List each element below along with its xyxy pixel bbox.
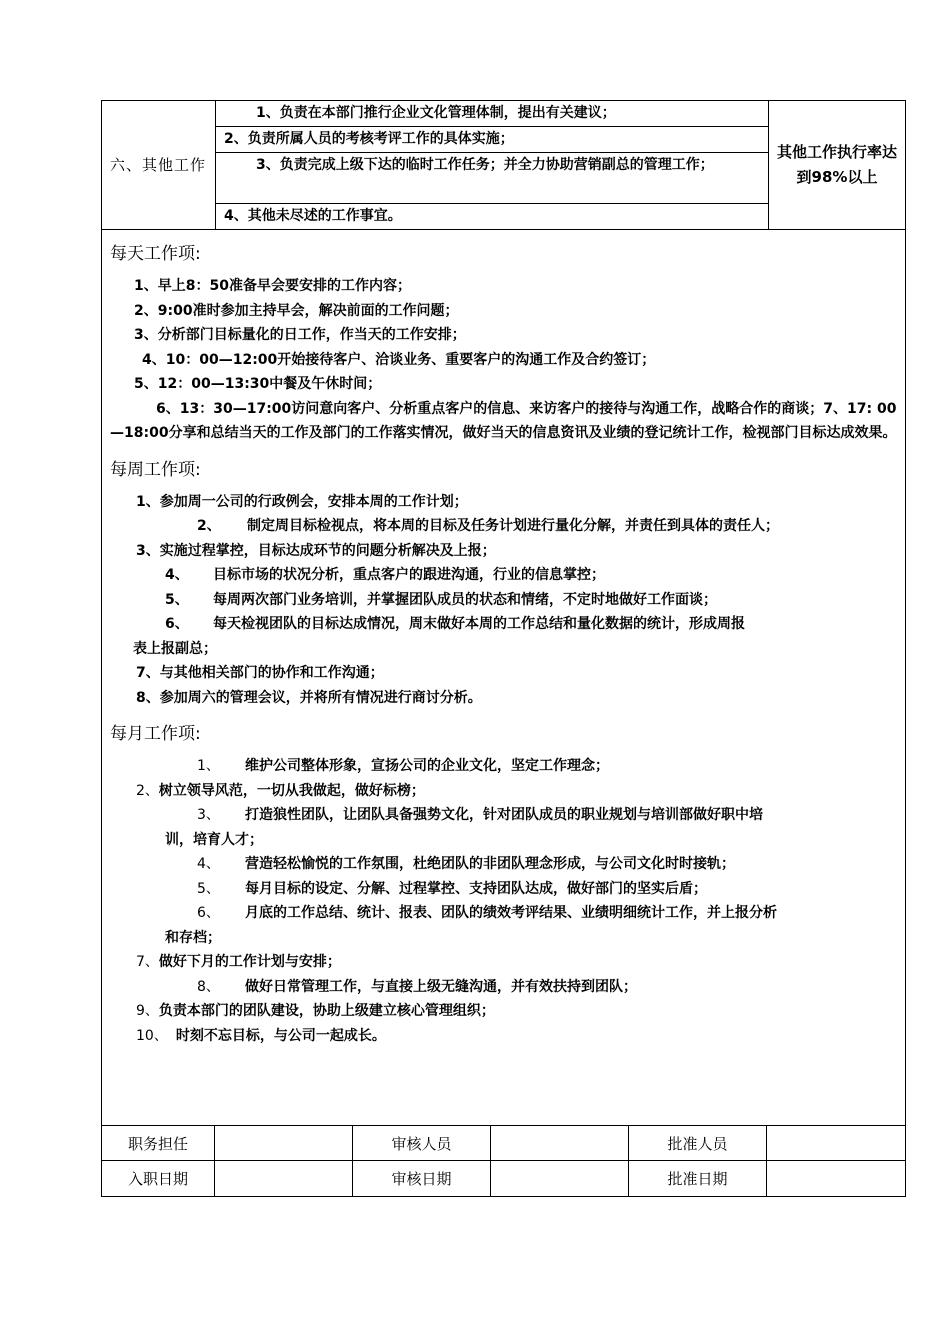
section-six-items bbox=[216, 101, 769, 229]
weekly-list bbox=[110, 490, 897, 711]
daily-item-6: 6、13：30—17:00访问意向客户、分析重点客户的信息、来访客户的接待与沟通工作，战略合作的商谈；7、17: 00—18:00分享和总结当天的工作及部门的工作落实情况，做好当天的信息资讯及业绩的登记统计工作，检视部门目标达成效果。 bbox=[110, 400, 897, 441]
label-review-date: 审核日期 bbox=[353, 1161, 491, 1196]
weekly-item-1: 1、参加周一公司的行政例会，安排本周的工作计划； bbox=[136, 493, 468, 510]
section-six-item-1: 1、负责在本部门推行企业文化管理体制，提出有关建议； bbox=[216, 101, 768, 127]
position-field[interactable] bbox=[215, 1126, 353, 1161]
section-six-item-3: 3、负责完成上级下达的临时工作任务；并全力协助营销副总的管理工作； bbox=[216, 153, 768, 204]
weekly-heading: 每周工作项: bbox=[110, 459, 201, 480]
review-date-field[interactable] bbox=[491, 1161, 629, 1196]
daily-list bbox=[110, 274, 897, 446]
section-six-item-4: 4、其他未尽述的工作事宜。 bbox=[224, 208, 402, 224]
section-six-label: 六、其他工作 bbox=[102, 101, 216, 229]
monthly-heading: 每月工作项: bbox=[110, 724, 201, 744]
document-table bbox=[101, 100, 906, 1197]
monthly-item-10: 10、 时刻不忘目标，与公司一起成长。 bbox=[136, 1027, 386, 1044]
monthly-item-5: 5、 每月目标的设定、分解、过程掌控、支持团队达成，做好部门的坚实后盾； bbox=[197, 880, 707, 897]
weekly-item-7: 7、与其他相关部门的协作和工作沟通； bbox=[136, 665, 384, 681]
daily-item-3: 3、分析部门目标量化的日工作，作当天的工作安排； bbox=[134, 327, 466, 343]
weekly-item-4: 4、 目标市场的状况分析，重点客户的跟进沟通，行业的信息掌控； bbox=[165, 567, 605, 583]
approval-date-field[interactable] bbox=[767, 1161, 905, 1196]
work-items-cell bbox=[102, 230, 905, 1126]
monthly-item-6: 6、 月底的工作总结、统计、报表、团队的绩效考评结果、业绩明细统计工作，并上报分析 和存档； bbox=[165, 905, 777, 946]
daily-item-5: 5、12：00—13:30中餐及午休时间； bbox=[134, 376, 382, 392]
entry-date-field[interactable] bbox=[215, 1161, 353, 1196]
monthly-item-1: 1、 维护公司整体形象，宣扬公司的企业文化，坚定工作理念； bbox=[197, 758, 609, 774]
approver-field[interactable] bbox=[767, 1126, 905, 1161]
daily-item-4: 4、10：00—12:00开始接待客户、洽谈业务、重要客户的沟通工作及合约签订； bbox=[142, 351, 656, 368]
section-six-result: 其他工作执行率达到98%以上 bbox=[776, 143, 897, 186]
signature-grid bbox=[102, 1126, 905, 1196]
label-position: 职务担任 bbox=[102, 1126, 215, 1161]
label-approver: 批准人员 bbox=[629, 1126, 767, 1161]
weekly-item-2: 2、 制定周目标检视点，将本周的目标及任务计划进行量化分解，并责任到具体的责任人； bbox=[197, 518, 779, 534]
reviewer-field[interactable] bbox=[491, 1126, 629, 1161]
section-six-row bbox=[102, 101, 905, 230]
weekly-item-8: 8、参加周六的管理会议，并将所有情况进行商讨分析。 bbox=[136, 689, 482, 706]
weekly-item-3: 3、实施过程掌控，目标达成环节的问题分析解决及上报； bbox=[136, 542, 496, 559]
monthly-item-8: 8、 做好日常管理工作，与直接上级无缝沟通，并有效扶持到团队； bbox=[197, 978, 637, 995]
daily-item-1: 1、早上8：50准备早会要安排的工作内容； bbox=[134, 278, 411, 294]
weekly-item-6: 6、 每天检视团队的目标达成情况，周末做好本周的工作总结和量化数据的统计，形成周报 表上报副总； bbox=[133, 616, 745, 657]
daily-item-2: 2、9:00准时参加主持早会，解决前面的工作问题； bbox=[134, 302, 459, 319]
label-entry-date: 入职日期 bbox=[102, 1161, 215, 1196]
monthly-item-2: 2、树立领导风范，一切从我做起，做好标榜； bbox=[136, 782, 425, 799]
daily-section bbox=[110, 240, 897, 446]
section-six-item-2: 2、负责所属人员的考核考评工作的具体实施； bbox=[216, 127, 768, 153]
monthly-item-9: 9、负责本部门的团队建设，协助上级建立核心管理组织； bbox=[136, 1003, 495, 1019]
monthly-item-7: 7、做好下月的工作计划与安排； bbox=[136, 954, 341, 970]
weekly-section bbox=[110, 456, 897, 711]
daily-heading: 每天工作项: bbox=[110, 244, 201, 264]
monthly-list bbox=[110, 754, 897, 1048]
monthly-section bbox=[110, 720, 897, 1048]
monthly-item-3: 3、 打造狼性团队，让团队具备强势文化，针对团队成员的职业规划与培训部做好职中培 训，培育人才； bbox=[165, 807, 763, 848]
label-approval-date: 批准日期 bbox=[629, 1161, 767, 1196]
weekly-item-5: 5、 每周两次部门业务培训，并掌握团队成员的状态和情绪，不定时地做好工作面谈； bbox=[165, 591, 717, 608]
label-reviewer: 审核人员 bbox=[353, 1126, 491, 1161]
monthly-item-4: 4、 营造轻松愉悦的工作氛围，杜绝团队的非团队理念形成，与公司文化时时接轨； bbox=[197, 856, 735, 872]
